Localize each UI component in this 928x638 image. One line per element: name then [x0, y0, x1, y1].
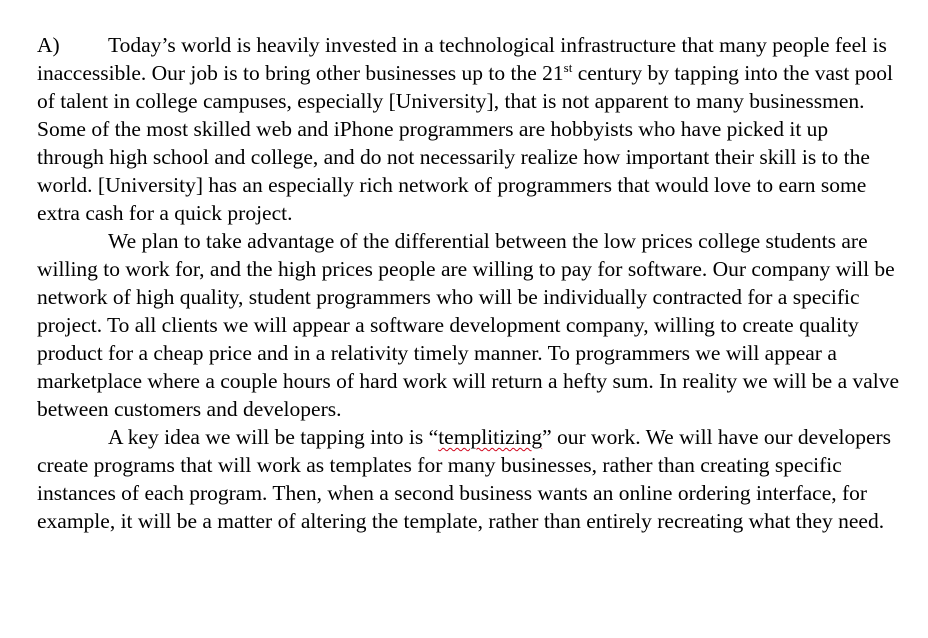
paragraph-3-text-b: ” our work. We will have our developers create programs that will work as templates for many businesses, rather than creating specific instances of each program. Then, when a second business wants an online ordering interface, for example, it will be a matter of altering the template, rather than entirely recreating what they need. — [37, 425, 892, 533]
paragraph-1 — [37, 31, 900, 227]
section-label: A) — [37, 33, 60, 57]
spellcheck-flagged-word[interactable]: templitizing — [438, 425, 543, 449]
paragraph-2: We plan to take advantage of the differential between the low prices college students are willing to work for, and the high prices people are willing to pay for software. Our company will be network of high quality, student programmers who will be individually contracted for a specific project. To all clients we will appear a software development company, willing to create quality product for a cheap price and in a relativity timely manner. To programmers we will appear a marketplace where a couple hours of hard work will return a hefty sum. In reality we will be a valve between customers and developers. — [37, 229, 900, 421]
paragraph-1-text-b: century by tapping into the vast pool of talent in college campuses, especially [University], that is not apparent to many businessmen. Some of the most skilled web and iPhone programmers are hobbyists who have picked it up through high school and college, and do not necessarily realize how important their skill is to the world. [University] has an especially rich network of programmers that would love to earn some extra cash for a quick project. — [37, 61, 893, 225]
paragraph-3 — [37, 423, 900, 535]
paragraph-3-text-a: A key idea we will be tapping into is “ — [108, 425, 439, 449]
ordinal-superscript: st — [563, 60, 573, 75]
paragraph-1-text-a: Today’s world is heavily invested in a technological infrastructure that many people feel is inaccessible. Our job is to bring other businesses up to the 21 — [37, 33, 887, 85]
